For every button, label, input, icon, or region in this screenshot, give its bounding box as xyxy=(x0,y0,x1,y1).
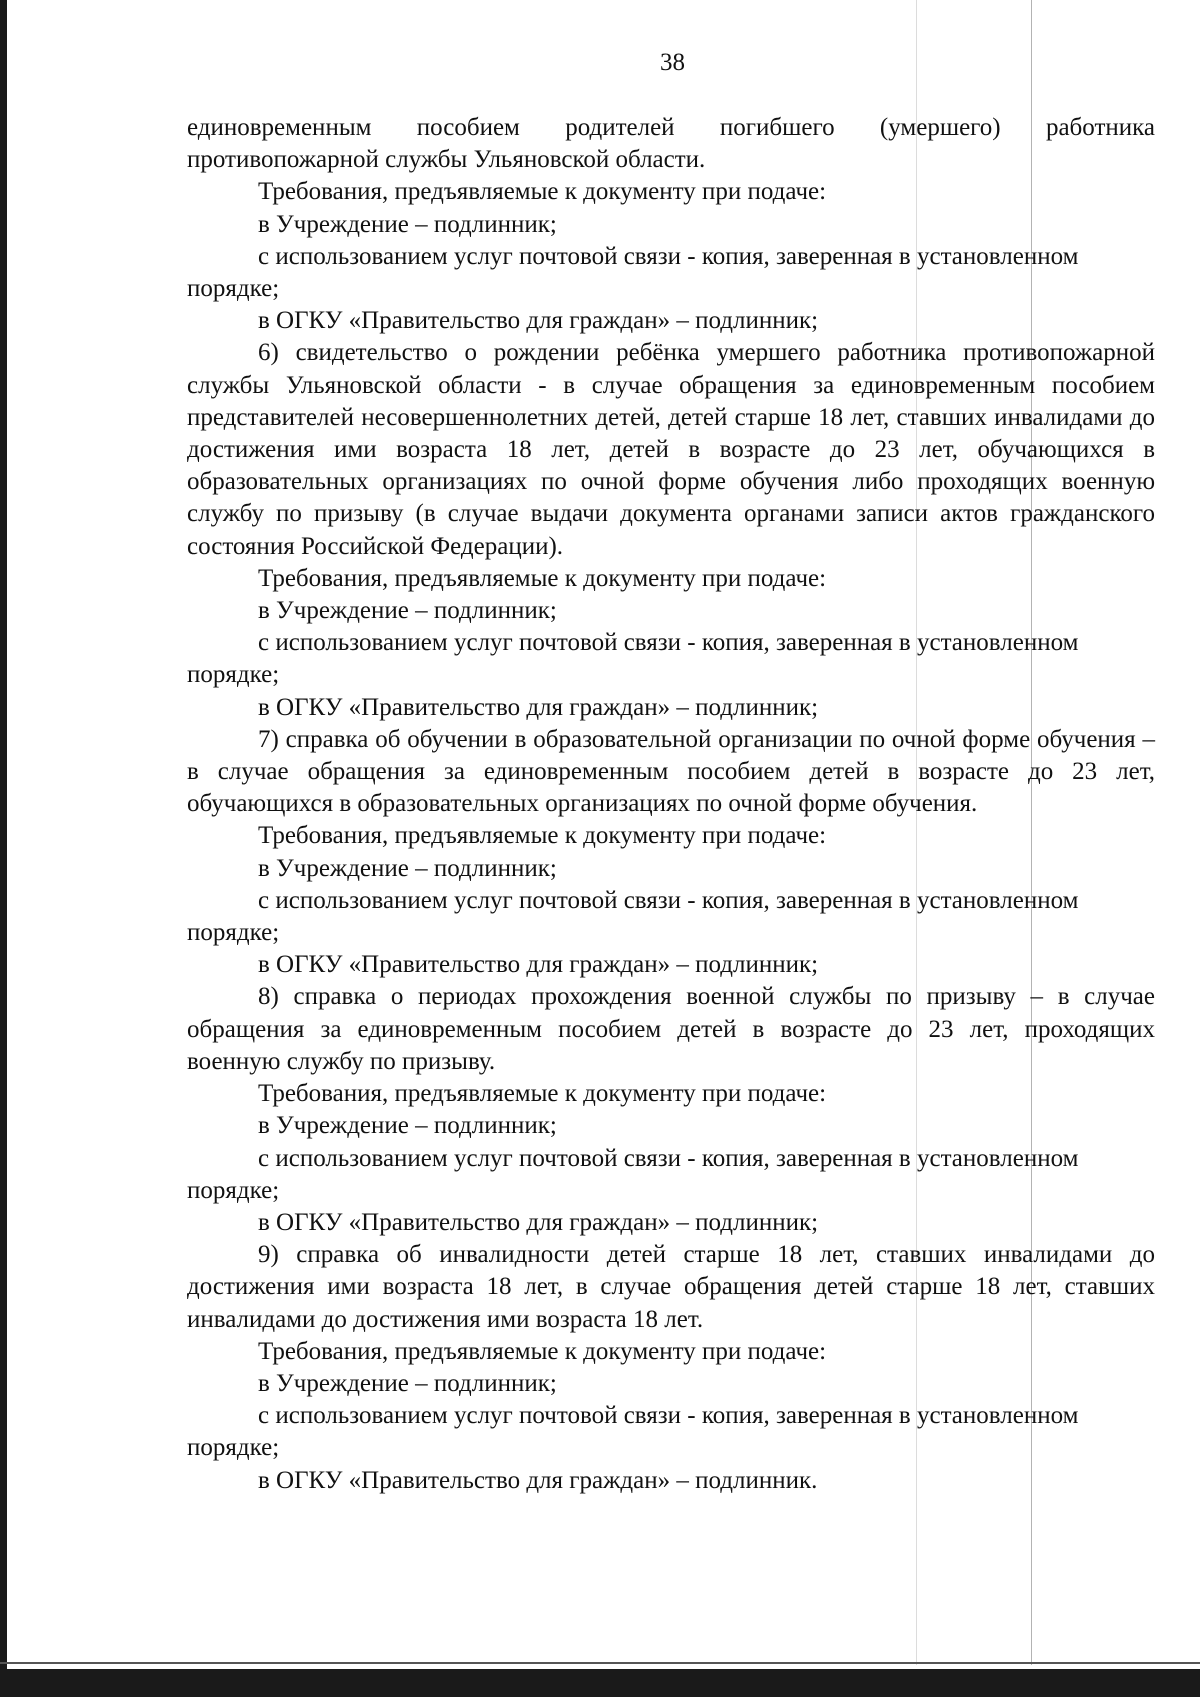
paragraph: 8) справка о периодах прохождения военной службы по призыву – в случае обращения за единовременным пособием детей в возрасте до 23 лет, проходящих военную службу по призыву. xyxy=(187,983,1155,1075)
paragraph: Требования, предъявляемые к документу при подаче: xyxy=(258,1337,827,1365)
paragraph: Требования, предъявляемые к документу при подаче: xyxy=(258,564,827,592)
paragraph: с использованием услуг почтовой связи - копия, заверенная в установленном порядке; xyxy=(187,886,1079,947)
paragraph: в Учреждение – подлинник; xyxy=(258,1369,557,1397)
paragraph: в Учреждение – подлинник; xyxy=(258,854,557,882)
paragraph: в ОГКУ «Правительство для граждан» – подлинник; xyxy=(258,1208,819,1236)
scan-border-bottom xyxy=(0,1669,1200,1697)
scan-border-left xyxy=(0,0,7,1697)
paragraph: в ОГКУ «Правительство для граждан» – подлинник. xyxy=(258,1466,818,1494)
paragraph: с использованием услуг почтовой связи - копия, заверенная в установленном порядке; xyxy=(187,1402,1079,1462)
paragraph: в ОГКУ «Правительство для граждан» – подлинник; xyxy=(258,307,819,335)
scan-border-line xyxy=(0,1662,1200,1664)
paragraph: в Учреждение – подлинник; xyxy=(258,1112,557,1140)
paragraph: единовременным пособием родителей погибшего (умершего) работника противопожарной службы Ульяновской области. xyxy=(187,114,1155,174)
document-body xyxy=(187,112,1155,1497)
paragraph: в Учреждение – подлинник; xyxy=(258,210,557,238)
paragraph: Требования, предъявляемые к документу при подаче: xyxy=(258,822,827,850)
paragraph: с использованием услуг почтовой связи - копия, заверенная в установленном порядке; xyxy=(187,629,1079,689)
paragraph: 7) справка об обучении в образовательной организации по очной форме обучения – в случае обращения за единовременным пособием детей в возрасте до 23 лет, обучающихся в образовательных организациях по очной форме обучения. xyxy=(187,725,1155,818)
paragraph: в ОГКУ «Правительство для граждан» – подлинник; xyxy=(258,951,819,979)
paragraph: 6) свидетельство о рождении ребёнка умершего работника противопожарной службы Ульяновской области - в случае обращения за единовременным пособием представителей несовершеннолетних детей, детей старше 18 лет, ставших инвалидами до достижения ими возраста 18 лет, детей в возрасте до 23 лет, обучающихся в образовательных организациях по очной форме обучения либо проходящих военную службу по призыву (в случае выдачи документа органами записи актов гражданского состояния Российской Федерации). xyxy=(187,339,1155,560)
paragraph: в Учреждение – подлинник; xyxy=(258,597,557,625)
paragraph: Требования, предъявляемые к документу при подаче: xyxy=(258,178,827,206)
paragraph: Требования, предъявляемые к документу при подаче: xyxy=(258,1080,827,1108)
page-number: 38 xyxy=(660,49,685,76)
paragraph: с использованием услуг почтовой связи - копия, заверенная в установленном порядке; xyxy=(187,1144,1079,1204)
paragraph: в ОГКУ «Правительство для граждан» – подлинник; xyxy=(258,693,819,721)
paragraph: 9) справка об инвалидности детей старше 18 лет, ставших инвалидами до достижения ими возраста 18 лет, в случае обращения детей старше 18 лет, ставших инвалидами до достижения ими возраста 18 лет. xyxy=(187,1241,1155,1333)
paragraph: с использованием услуг почтовой связи - копия, заверенная в установленном порядке; xyxy=(187,242,1079,303)
